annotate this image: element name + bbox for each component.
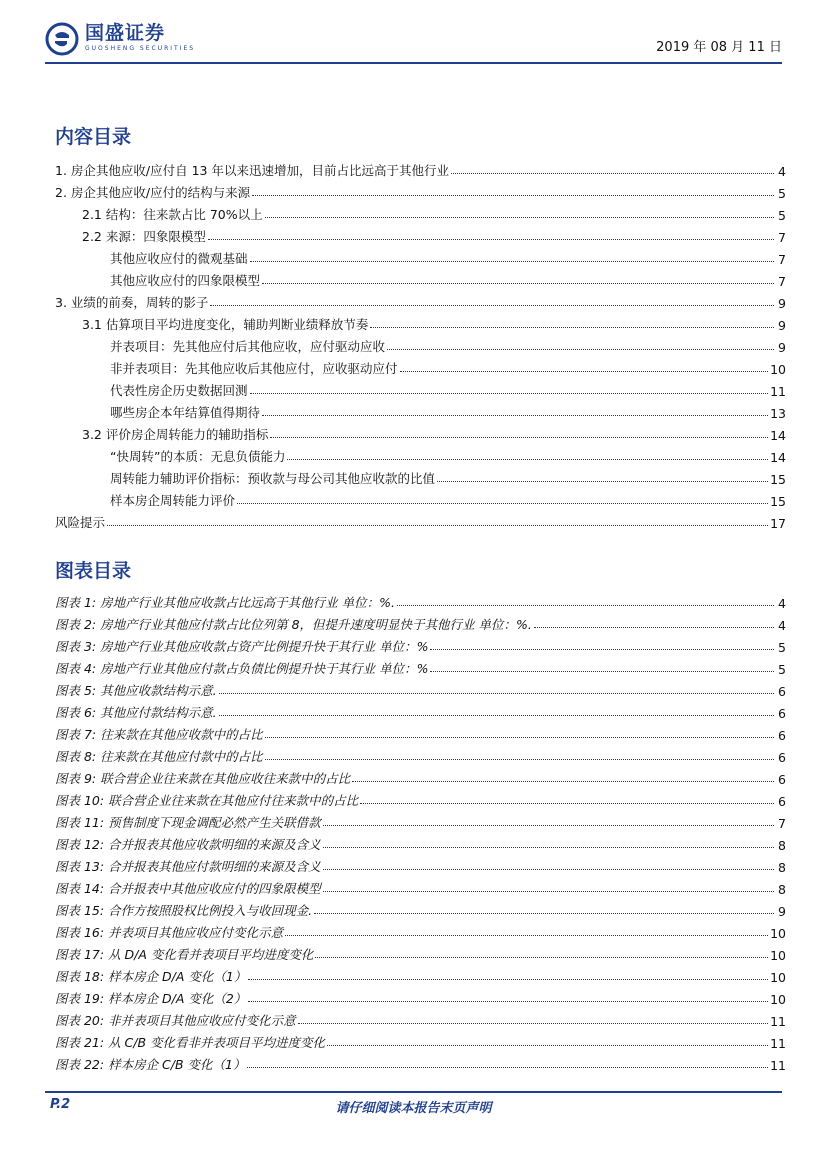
- entry-title: 图表 11: 预售制度下现金调配必然产生关联借款: [55, 815, 321, 830]
- entry-title: 3.2 评价房企周转能力的辅助指标: [82, 427, 269, 442]
- entry-title: 图表 12: 合并报表其他应收款明细的来源及含义: [55, 837, 321, 852]
- entry-title: 图表 13: 合并报表其他应付款明细的来源及含义: [55, 859, 321, 874]
- entry-page-number: 7: [778, 816, 786, 831]
- contents-title: 内容目录: [55, 126, 132, 148]
- dot-leader: [430, 671, 774, 672]
- figure-entry[interactable]: [55, 897, 786, 919]
- figure-entry[interactable]: [55, 1051, 786, 1073]
- figure-entry[interactable]: [55, 809, 786, 831]
- entry-title: 哪些房企本年结算值得期待: [110, 405, 261, 420]
- dot-leader: [265, 759, 774, 760]
- entry-page-number: 6: [778, 750, 786, 765]
- entry-title: 风险提示: [55, 515, 106, 530]
- entry-title: 图表 14: 合并报表中其他应收应付的四象限模型: [55, 881, 321, 896]
- entry-title: 图表 22: 样本房企 C/B 变化（1）: [55, 1057, 246, 1072]
- disclaimer-note: 请仔细阅读本报告末页声明: [335, 1101, 492, 1116]
- toc-entry[interactable]: [55, 311, 786, 333]
- entry-page-number: 10: [770, 926, 786, 941]
- toc-entry[interactable]: [55, 355, 786, 377]
- dot-leader: [262, 283, 774, 284]
- entry-page-number: 10: [770, 970, 786, 985]
- dot-leader: [314, 913, 774, 914]
- entry-page-number: 9: [778, 340, 786, 355]
- entry-page-number: 6: [778, 794, 786, 809]
- brand-name-en: GUOSHENG SECURITIES: [85, 45, 196, 52]
- entry-title: 图表 6: 其他应付款结构示意.: [55, 705, 217, 720]
- entry-title: 图表 19: 样本房企 D/A 变化（2）: [55, 991, 247, 1006]
- entry-page-number: 4: [778, 164, 786, 179]
- entry-title: 图表 8: 往来款在其他应付款中的占比: [55, 749, 263, 764]
- figure-entry[interactable]: [55, 1029, 786, 1051]
- entry-title: “快周转”的本质：无息负债能力: [110, 449, 286, 464]
- entry-page-number: 11: [770, 1058, 786, 1073]
- footer-divider: [45, 1091, 782, 1093]
- dot-leader: [208, 239, 774, 240]
- entry-page-number: 9: [778, 904, 786, 919]
- figure-entry[interactable]: [55, 699, 786, 721]
- toc-entry[interactable]: [55, 179, 786, 201]
- dot-leader: [265, 217, 774, 218]
- entry-page-number: 14: [770, 450, 786, 465]
- dot-leader: [323, 891, 774, 892]
- header-divider: [45, 62, 782, 64]
- entry-page-number: 7: [778, 274, 786, 289]
- figure-entry[interactable]: [55, 963, 786, 985]
- table-of-figures: [55, 589, 786, 1073]
- figure-entry[interactable]: [55, 919, 786, 941]
- entry-page-number: 4: [778, 618, 786, 633]
- entry-title: 其他应收应付的微观基础: [110, 251, 248, 266]
- entry-page-number: 15: [770, 472, 786, 487]
- figure-entry[interactable]: [55, 787, 786, 809]
- entry-page-number: 8: [778, 882, 786, 897]
- report-date: 2019 年 08 月 11 日: [656, 40, 782, 55]
- entry-title: 图表 3: 房地产行业其他应收款占资产比例提升快于其行业 单位：%: [55, 639, 429, 654]
- entry-title: 图表 20: 非并表项目其他应收应付变化示意: [55, 1013, 296, 1028]
- dot-leader: [270, 437, 768, 438]
- dot-leader: [285, 935, 768, 936]
- entry-title: 3.1 估算项目平均进度变化，辅助判断业绩释放节奏: [82, 317, 369, 332]
- figure-entry[interactable]: [55, 677, 786, 699]
- toc-entry[interactable]: [55, 289, 786, 311]
- entry-title: 图表 21: 从 C/B 变化看非并表项目平均进度变化: [55, 1035, 326, 1050]
- entry-page-number: 7: [778, 230, 786, 245]
- toc-entry[interactable]: [55, 509, 786, 531]
- entry-title: 图表 4: 房地产行业其他应付款占负债比例提升快于其行业 单位：%: [55, 661, 429, 676]
- dot-leader: [323, 847, 774, 848]
- entry-page-number: 4: [778, 596, 786, 611]
- dot-leader: [323, 869, 774, 870]
- entry-title: 2.1 结构：往来款占比 70%以上: [82, 207, 263, 222]
- entry-title: 图表 5: 其他应收款结构示意.: [55, 683, 217, 698]
- company-logo: [45, 22, 195, 58]
- entry-page-number: 15: [770, 494, 786, 509]
- entry-title: 图表 16: 并表项目其他应收应付变化示意: [55, 925, 284, 940]
- entry-page-number: 10: [770, 992, 786, 1007]
- figure-entry[interactable]: [55, 853, 786, 875]
- entry-page-number: 6: [778, 772, 786, 787]
- entry-title: 代表性房企历史数据回测: [110, 383, 248, 398]
- dot-leader: [248, 1001, 768, 1002]
- entry-page-number: 5: [778, 186, 786, 201]
- dot-leader: [430, 649, 774, 650]
- dot-leader: [250, 261, 774, 262]
- entry-page-number: 7: [778, 252, 786, 267]
- entry-page-number: 14: [770, 428, 786, 443]
- dot-leader: [250, 393, 769, 394]
- table-of-contents: [55, 157, 786, 531]
- dot-leader: [327, 1045, 768, 1046]
- entry-page-number: 6: [778, 706, 786, 721]
- entry-title: 图表 9: 联合营企业往来款在其他应收往来款中的占比: [55, 771, 351, 786]
- dot-leader: [248, 979, 768, 980]
- entry-page-number: 5: [778, 208, 786, 223]
- toc-entry[interactable]: [55, 223, 786, 245]
- entry-page-number: 8: [778, 860, 786, 875]
- toc-entry[interactable]: [55, 377, 786, 399]
- dot-leader: [534, 627, 774, 628]
- dot-leader: [323, 825, 774, 826]
- entry-title: 2. 房企其他应收/应付的结构与来源: [55, 185, 251, 200]
- entry-page-number: 11: [770, 1036, 786, 1051]
- dot-leader: [352, 781, 774, 782]
- figure-entry[interactable]: [55, 765, 786, 787]
- figure-entry[interactable]: [55, 743, 786, 765]
- entry-page-number: 8: [778, 838, 786, 853]
- figure-entry[interactable]: [55, 941, 786, 963]
- entry-title: 其他应收应付的四象限模型: [110, 273, 261, 288]
- toc-entry[interactable]: [55, 201, 786, 223]
- entry-page-number: 5: [778, 662, 786, 677]
- entry-title: 图表 2: 房地产行业其他应付款占比位列第 8，但提升速度明显快于其他行业 单位：%.: [55, 617, 532, 632]
- figure-entry[interactable]: [55, 985, 786, 1007]
- entry-title: 周转能力辅助评价指标：预收款与母公司其他应收款的比值: [110, 471, 436, 486]
- figure-entry[interactable]: [55, 633, 786, 655]
- dot-leader: [210, 305, 774, 306]
- toc-entry[interactable]: [55, 333, 786, 355]
- toc-entry[interactable]: [55, 245, 786, 267]
- toc-entry[interactable]: [55, 399, 786, 421]
- dot-leader: [265, 737, 774, 738]
- entry-title: 2.2 来源：四象限模型: [82, 229, 206, 244]
- dot-leader: [247, 1067, 768, 1068]
- logo-mark-icon: [45, 22, 79, 56]
- toc-entry[interactable]: [55, 443, 786, 465]
- figure-entry[interactable]: [55, 875, 786, 897]
- dot-leader: [451, 173, 774, 174]
- entry-title: 图表 17: 从 D/A 变化看并表项目平均进度变化: [55, 947, 314, 962]
- entry-title: 非并表项目：先其他应收后其他应付，应收驱动应付: [110, 361, 398, 376]
- dot-leader: [400, 371, 769, 372]
- dot-leader: [287, 459, 768, 460]
- dot-leader: [262, 415, 768, 416]
- figure-entry[interactable]: [55, 589, 786, 611]
- entry-title: 图表 1: 房地产行业其他应收款占比远高于其他行业 单位：%.: [55, 595, 395, 610]
- dot-leader: [237, 503, 768, 504]
- entry-page-number: 17: [770, 516, 786, 531]
- dot-leader: [387, 349, 774, 350]
- brand-name: 国盛证券: [85, 22, 166, 44]
- entry-page-number: 9: [778, 296, 786, 311]
- dot-leader: [219, 715, 774, 716]
- dot-leader: [219, 693, 774, 694]
- dot-leader: [315, 957, 768, 958]
- page-header: [45, 22, 782, 62]
- entry-page-number: 11: [770, 1014, 786, 1029]
- entry-title: 图表 10: 联合营企业往来款在其他应付往来款中的占比: [55, 793, 359, 808]
- figure-entry[interactable]: [55, 831, 786, 853]
- entry-page-number: 13: [770, 406, 786, 421]
- entry-title: 1. 房企其他应收/应付自 13 年以来迅速增加，目前占比远高于其他行业: [55, 163, 449, 178]
- dot-leader: [298, 1023, 769, 1024]
- entry-page-number: 11: [770, 384, 786, 399]
- dot-leader: [252, 195, 774, 196]
- entry-title: 3. 业绩的前奏，周转的影子: [55, 295, 209, 310]
- dot-leader: [360, 803, 774, 804]
- entry-title: 图表 15: 合作方按照股权比例投入与收回现金.: [55, 903, 313, 918]
- entry-page-number: 5: [778, 640, 786, 655]
- figure-entry[interactable]: [55, 721, 786, 743]
- entry-page-number: 9: [778, 318, 786, 333]
- entry-page-number: 10: [770, 362, 786, 377]
- page-number: P.2: [50, 1097, 71, 1112]
- figure-entry[interactable]: [55, 655, 786, 677]
- entry-title: 图表 18: 样本房企 D/A 变化（1）: [55, 969, 247, 984]
- toc-entry[interactable]: [55, 421, 786, 443]
- entry-title: 图表 7: 往来款在其他应收款中的占比: [55, 727, 263, 742]
- toc-entry[interactable]: [55, 157, 786, 179]
- toc-entry[interactable]: [55, 267, 786, 289]
- figure-entry[interactable]: [55, 611, 786, 633]
- toc-entry[interactable]: [55, 465, 786, 487]
- dot-leader: [370, 327, 774, 328]
- entry-title: 样本房企周转能力评价: [110, 493, 236, 508]
- figure-entry[interactable]: [55, 1007, 786, 1029]
- dot-leader: [397, 605, 774, 606]
- entry-page-number: 10: [770, 948, 786, 963]
- toc-entry[interactable]: [55, 487, 786, 509]
- figures-title: 图表目录: [55, 560, 132, 582]
- entry-title: 并表项目：先其他应付后其他应收，应付驱动应收: [110, 339, 386, 354]
- entry-page-number: 6: [778, 728, 786, 743]
- dot-leader: [437, 481, 768, 482]
- dot-leader: [107, 525, 768, 526]
- entry-page-number: 6: [778, 684, 786, 699]
